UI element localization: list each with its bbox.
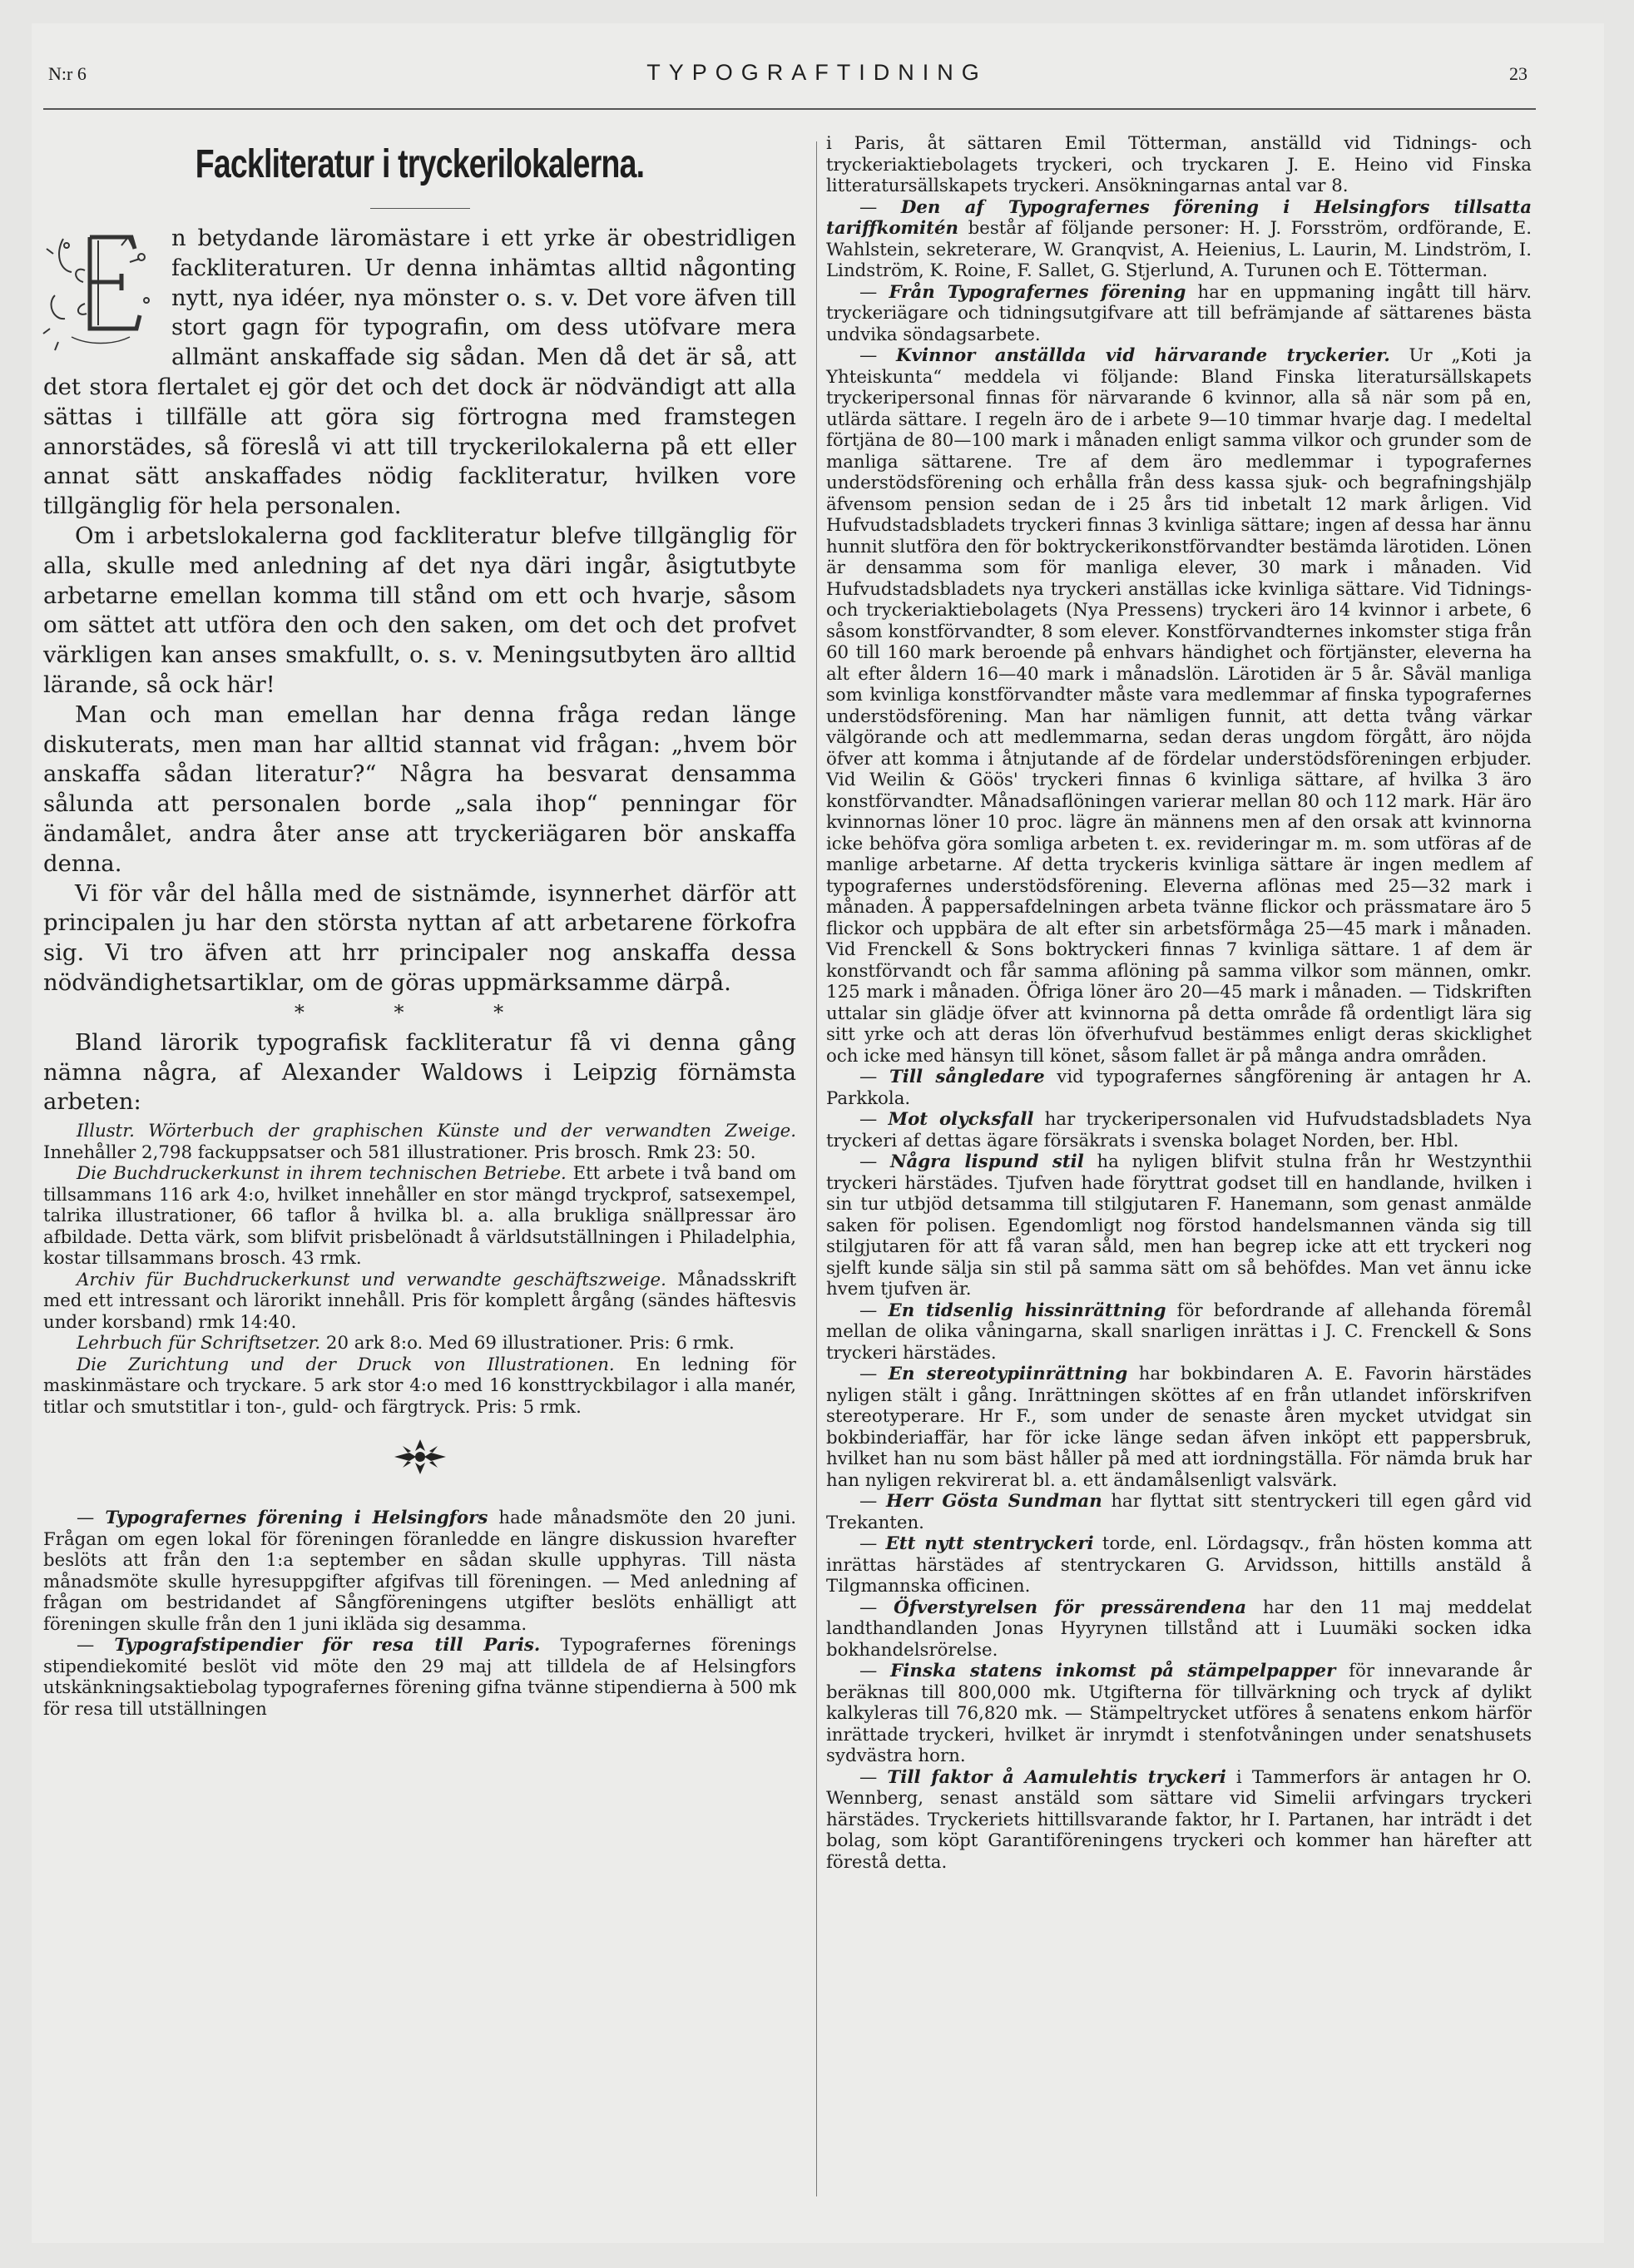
book-entry: Die Zurichtung und der Druck von Illustrationen. En ledning för maskinmästare och tryckare. 5 ark stor 4:o med 16 konsttryckbilagor i alla manér, titlar och smutstitlar i ton-, guld- och färgtryck. Pris: 5 rmk. — [43, 1354, 796, 1418]
page-number: 23 — [1509, 63, 1528, 84]
ornament-icon — [391, 1436, 449, 1478]
news-headline: En tidsenlig hissinrättning — [888, 1300, 1166, 1321]
news-item: — Till sångledare vid typografernes sångförening är antagen hr A. Parkkola. — [826, 1067, 1532, 1109]
left-column — [43, 133, 796, 1720]
news-headline: Några lispund stil — [890, 1151, 1084, 1172]
news-headline: En stereotypiinrättning — [888, 1364, 1128, 1384]
journal-title: TYPOGRAFTIDNING — [646, 60, 988, 85]
news-item: — En stereotypiinrättning har bokbindaren A. E. Favorin härstädes nyligen stält i gång. Inrättningen sköttes af en från utlandet införskrifven stereotyperare. Hr F., som under de senaste åren mycket utvidgat sin bokbinderiaffär, har för icke länge sedan äfven inköpt ett pappersbruk, hvilket han nu som bäst håller på med att iordningställa. För nämda bruk har han nyligen rekvirerat bl. a. ett ändamålsenligt valsvärk. — [826, 1364, 1532, 1491]
news-item: — En tidsenlig hissinrättning för befordrande af allehanda föremål mellan de olika våningarna, skall snarligen inrättas i J. C. Frenckell & Sons tryckeri härstädes. — [826, 1300, 1532, 1364]
book-entry: Archiv für Buchdruckerkunst und verwandte geschäftszweige. Månadsskrift med ett intressant och lärorikt innehåll. Pris för komplett årgång (sändes häftesvis under korsband) rmk 14:40. — [43, 1269, 797, 1333]
book-list — [43, 1121, 796, 1418]
left-news — [43, 1508, 796, 1720]
decorative-initial-e — [38, 220, 163, 360]
column-divider — [816, 141, 817, 2196]
right-column — [826, 133, 1532, 1873]
news-item: — Mot olycksfall har tryckeripersonalen vid Hufvudstadsbladets Nya tryckeri af dettas ägare försäkrats i svenska bolaget Norden, ber. Hbl. — [826, 1109, 1532, 1151]
issue-number: N:r 6 — [48, 63, 87, 84]
article-paragraph: Bland lärorik typografisk fackliteratur få vi denna gång nämna några, af Alexander Waldows i Leipzig förnämsta arbeten: — [43, 1028, 796, 1116]
news-headline: Öfverstyrelsen för pressärendena — [894, 1597, 1247, 1618]
article-body — [43, 224, 796, 1117]
article-paragraph: Man och man emellan har denna fråga redan länge diskuterats, men man har alltid stannat vid frågan: „hvem bör anskaffa sådan literatur?“ Några ha besvarat densamma sålunda att personalen borde „sala ihop“ penningar för ändamålet, andra åter anse att tryckeriägaren bör anskaffa denna. — [43, 701, 796, 877]
news-item: — Finska statens inkomst på stämpelpapper för innevarande år beräknas till 800,000 mk. Utgifterna för tillvärkning och tryck af dylikt kalkyleras till 76,820 mk. — Stämpeltrycket utföres å senatens enkom härför inrättade tryckeri, hvilket är inrymdt i stenfotvåningen under senatshusets sydvästra horn. — [826, 1661, 1532, 1766]
news-headline: Mot olycksfall — [888, 1109, 1034, 1130]
news-headline: Till sångledare — [889, 1067, 1045, 1087]
article-paragraph: n betydande läromästare i ett yrke är obestridligen fackliteraturen. Ur denna inhämtas alltid någonting nytt, nya idéer, nya mönster o. s. v. Det vore äfven till stort gagn för typografin, om dess utöfvare mera allmänt anskaffade sig sådan. Men då det är så, att det stora flertalet ej gör det och det dock är nödvändigt att alla sättas i tillfälle att göra sig förtrogna med framstegen annorstädes, så föreslå vi att till tryckerilokalerna på ett eller annat sätt anskaffades nödig fackliteratur, hvilken vore tillgänglig för hela personalen. — [43, 224, 796, 522]
book-title: Die Zurichtung und der Druck von Illustrationen. — [77, 1354, 615, 1375]
book-entry: Illustr. Wörterbuch der graphischen Künste und der verwandten Zweige. Innehåller 2,798 fackuppsatser och 581 illustrationer. Pris brosch. Rmk 23: 50. — [43, 1121, 796, 1163]
news-item: — Den af Typografernes förening i Helsingfors tillsatta tariffkomitén består af följande personer: H. J. Forsström, ordförande, E. Wahlstein, sekreterare, W. Granqvist, A. Heienius, L. Laurin, M. Lindström, I. Lindström, K. Roine, F. Sallet, G. Stjerlund, A. Turunen och E. Tötterman. — [826, 196, 1532, 281]
news-headline: Den af Typografernes förening i Helsingfors tillsatta tariffkomitén — [826, 196, 1532, 239]
news-headline: Ett nytt stentryckeri — [885, 1533, 1094, 1554]
news-item: — Öfverstyrelsen för pressärendena har den 11 maj meddelat landthandlanden Jonas Hyyrynen tillstånd att i Luumäki socken idka bokhandelsrörelse. — [826, 1597, 1532, 1661]
news-item: — Kvinnor anställda vid härvarande tryckerier. Ur „Koti ja Yhteiskunta“ meddela vi följande: Bland Finska literatursällskapets tryckeripersonal finnas för närvarande 6 kvinnor, alla så när som på en, utlärda sättare. I regeln äro de i arbete 9—10 timmar hvarje dag. I medeltal förtjäna de 80—100 mark i månaden enligt samma vilkor och grunder som de manliga sättarene. Tre af dem äro medlemmar i typografernes understödsförening och erhålla från dess kassa sjuk- och begrafningshjälp äfvensom pension sedan de i 25 års tid inbetalt 12 mark årligen. Vid Hufvudstadsbladets tryckeri finnas 3 kvinliga sättare; ingen af dessa har ännu hunnit slutföra den för boktryckerikonstförvandter bestämda lärotiden. Lönen är densamma som för manliga elever, 30 mark i månaden. Vid Hufvudstadsbladets nya tryckeri anställas icke kvinliga sättare. Vid Tidnings- och tryckeriaktiebolagets (Nya Pressens) tryckeri äro 14 kvinnor i arbete, 6 såsom konstförvandter, 8 som elever. Konstförvandternes inkomster stiga från 60 till 160 mark beroende på enhvars händighet och förtjänster, eleverna ha alt efter åldern 16—40 mark i månadslön. Lärotiden är 5 år. Såväl manliga som kvinliga konstförvandter måste vara medlemmar af finska typografernes understödsförening. Man har nämligen funnit, att detta tvång värkar välgörande och att medlemmarna, sedan deras ungdom förgått, äro nöjda öfver att komma i åtnjutande af de fördelar understödsföreningen erbjuder. Vid Weilin & Göös' tryckeri finnas 6 kvinliga sättare, af hvilka 3 äro konstförvandter. Månadsaflöningen varierar mellan 80 och 112 mark. Här äro kvinnornas löner 10 proc. lägre än männens men af den orsak att kvinnorna icke behöfva göra somliga arbeten t. ex. revideringar m. m. som utföras af de manlige arbetarne. Af detta tryckeris kvinliga sättare är ingen medlem af typografernes understödsförening. Eleverna aflönas med 25—32 mark i månaden. Å pappersafdelningen arbeta tvänne flickor och prässmatare äro 5 flickor och uppbära de alt efter sin arbetsförmåga 25—45 mark i månaden. Vid Frenckell & Sons boktryckeri finnas 7 kvinliga sättare. 1 af dem är konstförvandt och får samma aflöning på samma vilkor som männen, omkr. 125 mark i månaden. Öfriga löner äro 20—45 mark i månaden. — Tidskriften uttalar sin glädje öfver att kvinnorna på detta område få ordentligt lära sig sitt yrke och att deras lön öfverhufvud bestämmes enligt deras skicklighet och icke med hänsyn till könet, såsom fallet är på många andra områden. — [826, 345, 1532, 1067]
asterism: * * * — [294, 1000, 546, 1024]
book-title: Die Buchdruckerkunst in ihrem technischen Betriebe. — [77, 1163, 567, 1185]
news-headline: Typografernes förening i Helsingfors — [105, 1508, 488, 1529]
news-headline: Finska statens inkomst på stämpelpapper — [890, 1661, 1336, 1681]
article-paragraph: Om i arbetslokalerna god fackliteratur blefve tillgänglig för alla, skulle med anledning af det nya däri ingår, åsigtutbyte arbetarne emellan komma till stånd om ett och hvarje, såsom om sättet att utföra den och den saken, om det och det profvet värkligen kan anses smakfullt, o. s. v. Meningsutbyten äro alltid lärande, så ock här! — [43, 522, 796, 698]
news-item: — Från Typografernes förening har en uppmaning ingått till härv. tryckeriägare och tidningsutgifvare att till befrämjande af sättarenes bästa undvika söndagsarbete. — [826, 281, 1532, 345]
news-headline: Herr Gösta Sundman — [885, 1491, 1102, 1512]
book-entry: Die Buchdruckerkunst in ihrem technischen Betriebe. Ett arbete i två band om tillsammans 116 ark 4:o, hvilket innehåller en stor mängd tryckprof, satsexempel, talrika illustrationer, 66 taflor å hvilka bl. a. alla brukliga snällpressar äro afbildade. Detta värk, som blifvit prisbelönadt å världsutställningen i Philadelphia, kostar tillsammans brosch. 43 rmk. — [43, 1163, 796, 1270]
book-title: Illustr. Wörterbuch der graphischen Künste und der verwandten Zweige. — [77, 1121, 796, 1142]
news-continuation: i Paris, åt sättaren Emil Tötterman, anställd vid Tidnings- och tryckeriaktiebolagets tryckeri, och tryckaren J. E. Heino vid Finska litteratursällskapets tryckeri. Ansökningarnas antal var 8. — [826, 133, 1532, 196]
news-item: — Typografstipendier för resa till Paris. Typografernes förenings stipendiekomité beslöt vid möte den 29 maj att tilldela de af Helsingfors utskänkningsaktiebolag typografernes förening gifna tvänne stipendierna à 500 mk för resa till utställningen — [43, 1635, 796, 1720]
news-headline: Från Typografernes förening — [889, 281, 1186, 303]
news-headline: Kvinnor anställda vid härvarande tryckerier. — [896, 345, 1390, 366]
news-item: — Herr Gösta Sundman har flyttat sitt stentryckeri till egen gård vid Trekanten. — [826, 1491, 1532, 1533]
news-item: — Ett nytt stentryckeri torde, enl. Lördagsqv., från hösten komma att inrättas härstädes af stentryckaren G. Arvidsson, hittills anstäld å Tilgmannska officinen. — [826, 1533, 1532, 1597]
article-paragraph: Vi för vår del hålla med de sistnämde, isynnerhet därför att principalen ju har den största nyttan af att arbetarene förkofra sig. Vi tro äfven att hrr principaler nog anskaffa dessa nödvändighetsartiklar, om de göras uppmärksamme därpå. — [43, 879, 796, 996]
book-title: Lehrbuch für Schriftsetzer. — [77, 1333, 321, 1354]
header-rule — [43, 108, 1536, 110]
book-title: Archiv für Buchdruckerkunst und verwandte geschäftszweige. — [77, 1269, 666, 1290]
news-headline: Till faktor å Aamulehtis tryckeri — [887, 1766, 1226, 1788]
title-rule — [370, 208, 470, 209]
book-entry: Lehrbuch für Schriftsetzer. 20 ark 8:o. Med 69 illustrationer. Pris: 6 rmk. — [77, 1333, 735, 1354]
news-item: — Till faktor å Aamulehtis tryckeri i Tammerfors är antagen hr O. Wennberg, senast anstäld som sättare vid Simelii arfvingars tryckeri härstädes. Tryckeriets hittillsvarande faktor, hr I. Partanen, har inträdt i det bolag, som köpt Garantiföreningens tryckeri och kommer han härefter att förestå detta. — [826, 1766, 1532, 1873]
news-item: — Typografernes förening i Helsingfors hade månadsmöte den 20 juni. Frågan om egen lokal för föreningen föranledde en längre diskussion hvarefter beslöts att från den 1:a september en sådan skulle upphyras. Till nästa månadsmöte skulle hyresuppgifter afgifvas till föreningen. — Med anledning af frågan om bestridandet af Sångföreningens utgifter beslöts enhälligt att föreningen skulle från den 1 juni ikläda sig desamma. — [43, 1508, 796, 1635]
news-item: — Några lispund stil ha nyligen blifvit stulna från hr Westzynthii tryckeri härstädes. Tjufven hade föryttrat godset till en handlande, hvilken i sin tur utbjöd detsamma till stilgjutaren F. Hanemann, som genast anmälde saken för polisen. Egendomligt nog förstod handelsmannen vända sig till stilgjutaren för att få varan såld, men han begrep icke att ett tryckeri nog sjelft kunde sälja sin stil på samma sätt om så behöfdes. Man vet ännu icke hvem tjufven är. — [826, 1151, 1532, 1300]
news-headline: Typografstipendier för resa till Paris. — [114, 1635, 541, 1656]
running-header — [0, 58, 1634, 92]
article-title: Fackliteratur i tryckerilokalerna. — [195, 142, 645, 186]
